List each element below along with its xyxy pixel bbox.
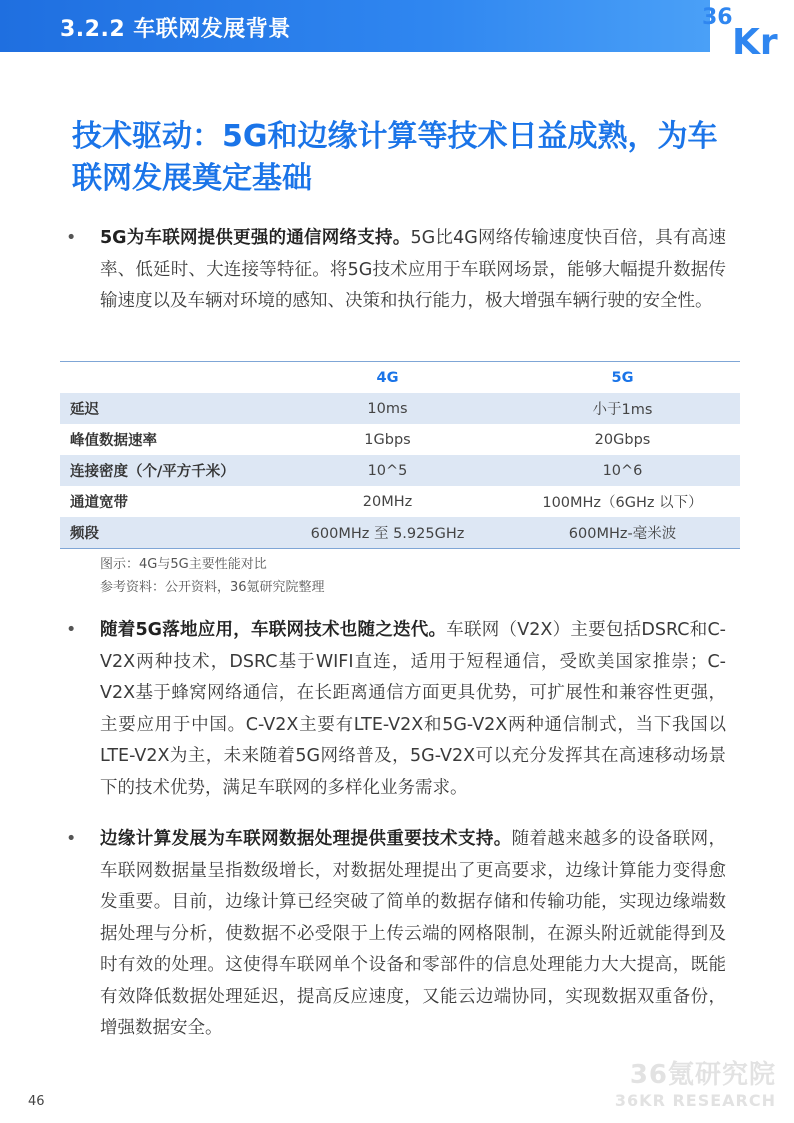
bullet-body: 随着越来越多的设备联网，车联网数据量呈指数级增长，对数据处理提出了更高要求，边缘计算能力变得愈发重要。目前，边缘计算已经突破了简单的数据存储和传输功能，实现边缘端数据处理与分析，使数据不必受限于上传云端的网格限制，在源头附近就能得到及时有效的处理。这使得车联网单个设备和零部件的信息处理能力大大提高，既能有效降低数据处理延迟，提高反应速度，又能云边端协同，实现数据双重备份，增强数据安全。: [100, 829, 727, 1038]
table-row: [60, 393, 740, 424]
logo-kr: Kr: [732, 22, 778, 56]
cell-5g: 100MHz（6GHz 以下）: [542, 495, 703, 511]
cell-4g: 600MHz 至 5.925GHz: [270, 517, 505, 549]
table-row: [60, 486, 740, 517]
cell-5g: 20Gbps: [594, 431, 651, 448]
watermark-en: 36KR RESEARCH: [614, 1091, 776, 1110]
row-label: 延迟: [60, 393, 270, 424]
table-header-5g: 5G: [611, 369, 634, 386]
row-label: 通道宽带: [70, 495, 128, 511]
table-header-row: [60, 362, 740, 394]
bullet-text: [100, 615, 726, 804]
row-label: 峰值数据速率: [70, 433, 157, 449]
section-title: 3.2.2 车联网发展背景: [60, 17, 291, 42]
bullet-dot: •: [66, 620, 77, 640]
bullet-v2x-iteration: [66, 615, 726, 804]
comparison-table: [60, 361, 740, 549]
logo-36: 36: [702, 5, 733, 30]
row-label: 连接密度（个/平方千米）: [60, 455, 270, 486]
table-row: [60, 517, 740, 549]
bullet-dot: •: [66, 228, 77, 248]
bullet-edge-computing: [66, 824, 726, 1045]
bullet-text: [100, 824, 726, 1045]
cell-5g: 小于1ms: [505, 393, 740, 424]
bullet-body: 车联网（V2X）主要包括DSRC和C-V2X两种技术，DSRC基于WIFI直连，适用于短程通信，受欧美国家推崇；C-V2X基于蜂窝网络通信，在长距离通信方面更具优势，可扩展性和兼容性更强，主要应用于中国。C-V2X主要有LTE-V2X和5G-V2X两种通信制式，当下我国以LTE-V2X为主，未来随着5G网络普及，5G-V2X可以充分发挥其在高速移动场景下的技术优势，满足车联网的多样化业务需求。: [100, 620, 726, 798]
cell-4g: 1Gbps: [364, 431, 411, 448]
figure-caption: 图示：4G与5G主要性能对比: [100, 557, 267, 572]
header-bar: [0, 0, 710, 52]
watermark: [615, 1054, 776, 1110]
row-label: 频段: [60, 517, 270, 549]
bullet-lead: 5G为车联网提供更强的通信网络支持。: [100, 228, 411, 248]
bullet-5g-support: [66, 223, 726, 318]
watermark-cn: 36氪研究院: [629, 1060, 776, 1090]
page-title: 技术驱动：5G和边缘计算等技术日益成熟，为车联网发展奠定基础: [72, 119, 718, 196]
bullet-lead: 边缘计算发展为车联网数据处理提供重要技术支持。: [100, 829, 512, 849]
cell-5g: 600MHz-毫米波: [505, 517, 740, 549]
36kr-logo: [694, 0, 794, 56]
source-caption: 参考资料：公开资料，36氪研究院整理: [100, 580, 325, 595]
bullet-dot: •: [66, 829, 77, 849]
table-row: [60, 424, 740, 455]
cell-4g: 10ms: [270, 393, 505, 424]
table-header-4g: 4G: [376, 369, 399, 386]
table-row: [60, 455, 740, 486]
table-header-blank: [60, 362, 270, 394]
bullet-lead: 随着5G落地应用，车联网技术也随之迭代。: [100, 620, 447, 640]
bullet-body: 5G比4G网络传输速度快百倍，具有高速率、低延时、大连接等特征。将5G技术应用于车联网场景，能够大幅提升数据传输速度以及车辆对环境的感知、决策和执行能力，极大增强车辆行驶的安全性。: [100, 228, 726, 311]
cell-4g: 20MHz: [362, 493, 413, 510]
cell-5g: 10^6: [505, 455, 740, 486]
bullet-text: [100, 223, 726, 318]
cell-4g: 10^5: [270, 455, 505, 486]
page-number: 46: [28, 1094, 45, 1109]
